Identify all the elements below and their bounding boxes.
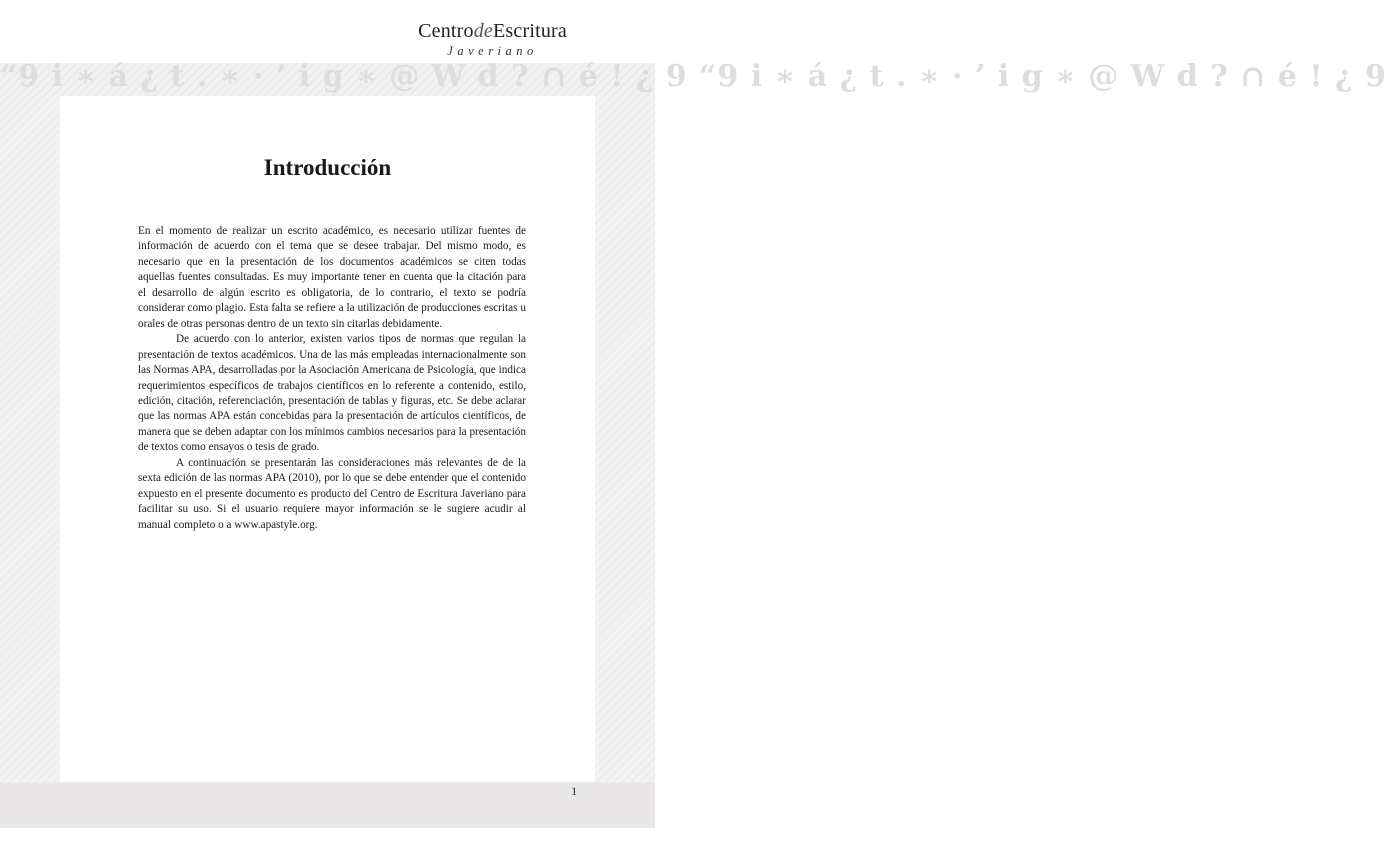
brand-subtitle: Javeriano [447, 44, 538, 58]
banner-glyph-pattern: “9 i ∗ á ¿ t . ∗ · ’ i g ∗ @ W d ? ∩ é ! ¿ 9 “9 i ∗ á ¿ t . ∗ · ’ i g ∗ @ W d ? ∩ é ! ¿ 9 [0, 59, 1387, 94]
page-number: 1 [571, 786, 577, 798]
header-banner [0, 59, 1387, 96]
page-title: Introducción [263, 155, 392, 180]
right-margin-pattern [595, 96, 655, 782]
paragraph-1: En el momento de realizar un escrito académico, es necesario utilizar fuentes de información de acuerdo con el tema que se desee trabajar. Del mismo modo, es necesario que en la presentación de los documentos académicos se citen todas aquellas fuentes consultadas. Es muy importante tener en cuenta que la citación para el desarrollo de algún escrito es obligatoria, de lo contrario, el texto se podría considerar como plagio. Esta falta se refiere a la utilización de producciones escritas u orales de otras personas dentro de un texto sin citarlas debidamente. [138, 225, 526, 330]
brand-name [418, 20, 567, 43]
brand-de: de [473, 20, 493, 42]
left-margin-pattern [0, 96, 60, 782]
brand-suffix: Escritura [493, 20, 567, 42]
paragraph-2: De acuerdo con lo anterior, existen varios tipos de normas que regulan la presentación de textos académicos. Una de las más empleadas internacionalmente son las Normas APA, desarrolladas por la Asociación Americana de Psicología, que indica requerimientos específicos de trabajos científicos en lo referente a contenido, estilo, edición, citación, referenciación, presentación de tablas y figuras, etc. Se debe aclarar que las normas APA están concebidas para la presentación de artículos científicos, de manera que se deben adaptar con los mínimos cambios necesarios para la presentación de textos como ensayos o tesis de grado. [138, 333, 526, 454]
brand-logo [418, 20, 567, 59]
brand-prefix: Centro [418, 20, 474, 42]
paragraph-3: A continuación se presentarán las consideraciones más relevantes de de la sexta edición de las normas APA (2010), por lo que se debe entender que el contenido expuesto en el presente documento es producto del Centro de Escritura Javeriano para facilitar su uso. Si el usuario requiere mayor información se le sugiere acudir al manual completo o a www.apastyle.org. [138, 456, 526, 531]
footer-band [0, 782, 655, 828]
body-text [138, 224, 526, 533]
